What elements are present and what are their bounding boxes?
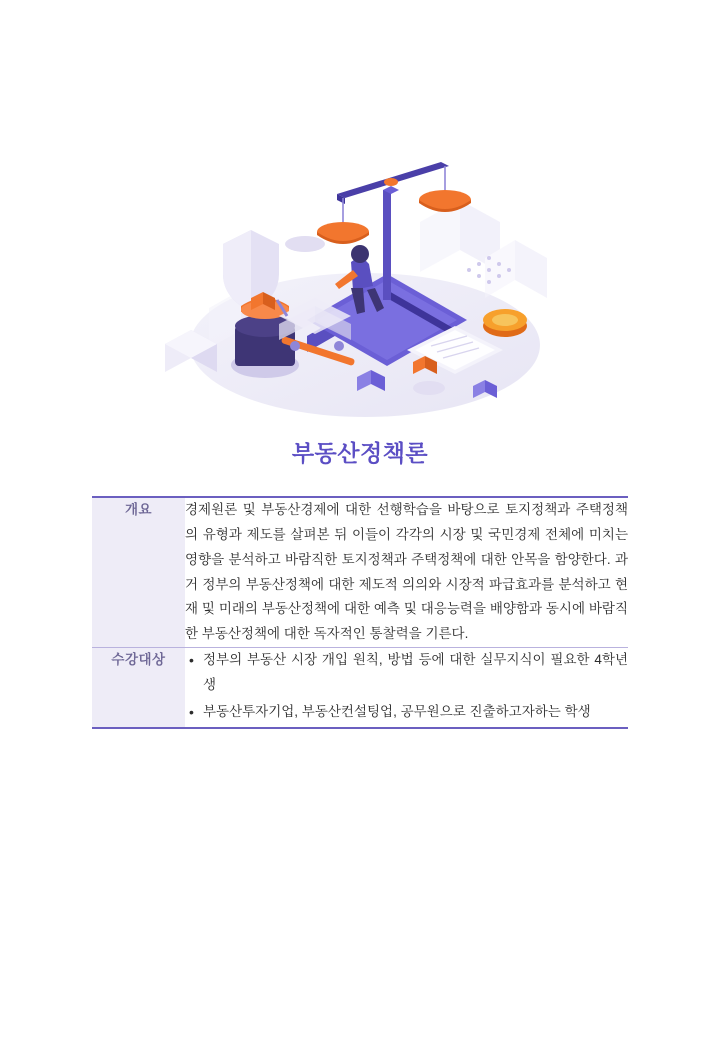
audience-list (185, 648, 628, 725)
real-estate-policy-illustration (155, 140, 575, 430)
row-label-audience: 수강대상 (92, 648, 185, 728)
course-info-table (92, 496, 628, 730)
hero-section (0, 0, 720, 430)
table-row (92, 497, 628, 648)
overview-text: 경제원론 및 부동산경제에 대한 선행학습을 바탕으로 토지정책과 주택정책의 유형과 제도를 살펴본 뒤 이들이 각각의 시장 및 국민경제 전체에 미치는 영향을 분석하고 바람직한 토지정책과 주택정책에 대한 안목을 함양한다. 과거 정부의 부동산정책에 대한 제도적 의의와 시장적 파급효과를 분석하고 현재 및 미래의 부동산정책에 대한 예측 및 대응능력을 배양함과 동시에 바람직한 부동산정책에 대한 독자적인 통찰력을 기른다. (185, 501, 628, 642)
row-content-overview (185, 497, 628, 648)
list-item: • 정부의 부동산 시장 개입 원칙, 방법 등에 대한 실무지식이 필요한 4학년생 (203, 648, 628, 698)
coin (483, 309, 527, 337)
row-label-overview: 개요 (92, 497, 185, 648)
table-row (92, 648, 628, 728)
list-item: • 부동산투자기업, 부동산컨설팅업, 공무원으로 진출하고자하는 학생 (203, 700, 628, 725)
row-content-audience (185, 648, 628, 728)
page-title: 부동산정책론 (291, 440, 429, 466)
